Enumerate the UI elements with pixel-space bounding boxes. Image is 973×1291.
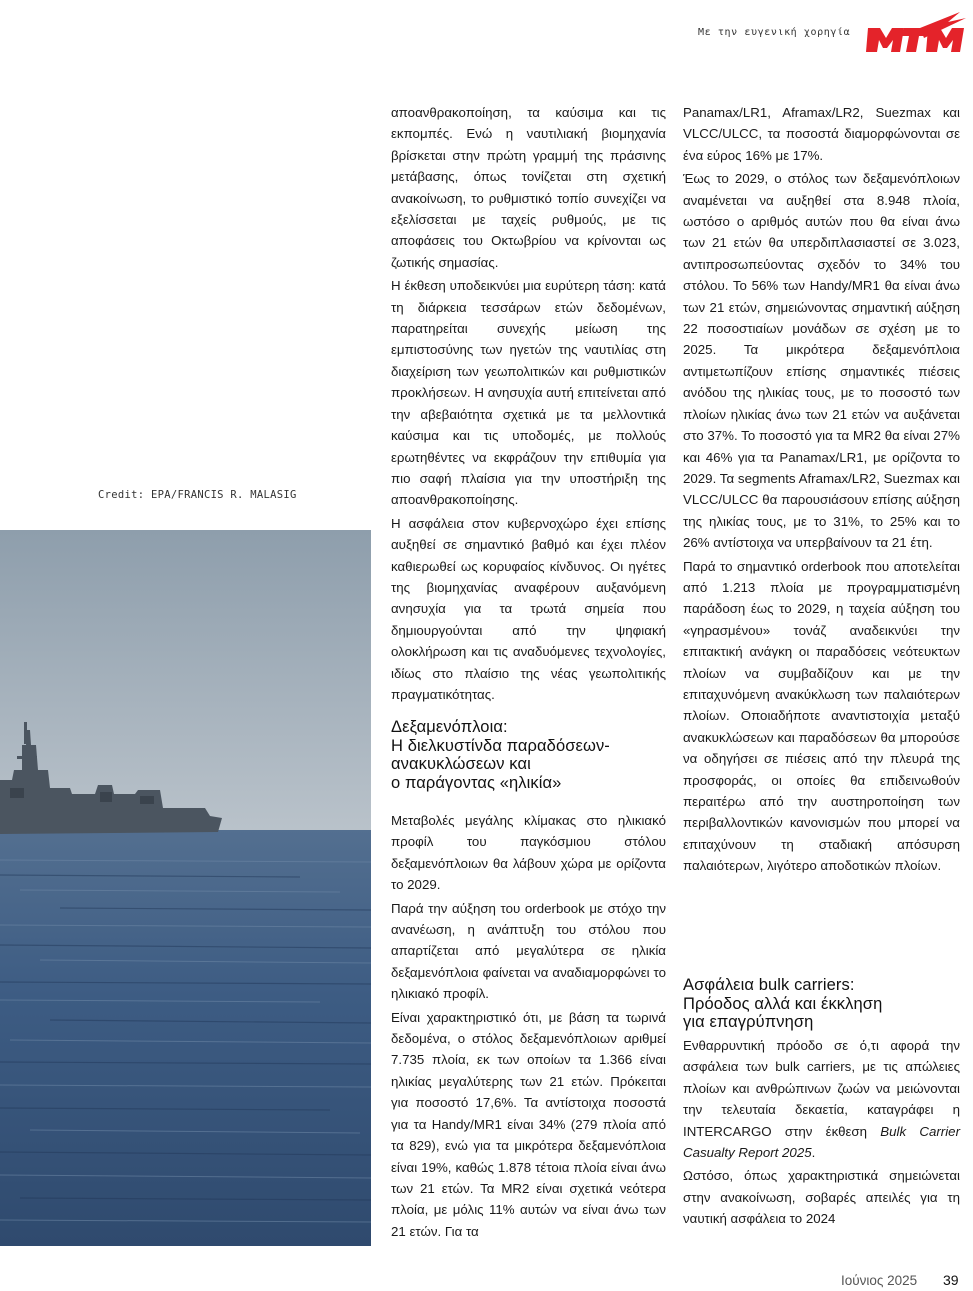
article-column-right-lower (683, 1035, 960, 1232)
sponsor-text: Με την ευγενική χορηγία (698, 27, 851, 38)
paragraph: αποανθρακοποίηση, τα καύσιμα και τις εκπομπές. Ενώ η ναυτιλιακή βιομηχανία βρίσκεται στην πρώτη γραμμή της πράσινης μετάβασης, όπως τονίζεται στη σχετική ανακοίνωση, το ρυθμιστικό τοπίο συνεχίζει να εξελίσσεται με ταχείς ρυθμούς, με τις αποφάσεις του Οκτωβρίου να κρίνονται ως ζωτικής σημασίας. (391, 105, 666, 270)
heading-line: ανακυκλώσεων και (391, 755, 531, 773)
paragraph: Είναι χαρακτηριστικό ότι, με βάση τα τωρινά δεδομένα, ο στόλος δεξαμενόπλοιων αριθμεί 7.735 πλοία, εκ των οποίων τα 1.366 είναι ηλικίας μεγαλύτερης των 21 ετών. Πρόκειται για ποσοστό 17,6%. Τα αντίστοιχα ποσοστά για τα Handy/MR1 είναι 34% (279 πλοία από τα 829), ενώ για τα μικρότερα δεξαμενόπλοια είναι 19%, καθώς 1.878 τέτοια πλοία είναι άνω των 21 ετών. Τα MR2 είναι σχετικά νεότερα πλοία, με μόλις 11% αυτών να είναι άνω των 21 ετών. Για τα (391, 1009, 666, 1239)
heading-line: ο παράγοντας «ηλικία» (391, 773, 562, 792)
article-column-middle-lower (391, 810, 666, 1244)
heading-line: για επαγρύπνηση (683, 1013, 814, 1031)
paragraph: Μεταβολές μεγάλης κλίμακας στο ηλικιακό προφίλ του παγκόσμιου στόλου δεξαμενόπλοιων θα λάβουν χώρα με ορίζοντα το 2029. (391, 813, 666, 893)
article-column-middle (391, 102, 666, 707)
photo-credit: Credit: EPA/FRANCIS R. MALASIG (98, 489, 297, 501)
paragraph: Η έκθεση υποδεικνύει μια ευρύτερη τάση: κατά τη διάρκεια τεσσάρων ετών δεδομένων, παρατηρείται συνεχής μείωση της εμπιστοσύνης των ηγετών της ναυτιλίας στη διαχείριση των γεωπολιτικών και ρυθμιστικών προκλήσεων. Η ανησυχία αυτή επιτείνεται από την αβεβαιότητα σχετικά με τα μελλοντικά καύσιμα και τις υποδομές, με πολλούς ερωτηθέντες να εκφράζουν την επιθυμία για πιο σαφή πλαίσια για την υποστήριξη της απoανθρακοποίησης. (391, 278, 666, 508)
paragraph: Ωστόσο, όπως χαρακτηριστικά σημειώνεται στην ανακοίνωση, σοβαρές απειλές για τη ναυτική ασφάλεια το 2024 (683, 1168, 960, 1227)
section-heading-bulk-carriers (683, 976, 960, 1032)
paragraph (683, 1035, 960, 1163)
paragraph: Panamax/LR1, Aframax/LR2, Suezmax και VLCC/ULCC, τα ποσοστά διαμορφώνονται σε ένα εύρος 16% με 17%. (683, 105, 960, 163)
text-run: Ενθαρρυντική πρόοδο σε ό,τι αφορά την ασφάλεια των bulk carriers, με τις απώλειες πλοίων και ανθρώπινων ζωών να μειώνονται την τελευταία δεκαετία, καταγράφει η INTERCARGO στην έκθεση (683, 1038, 960, 1139)
paragraph: Η ασφάλεια στον κυβερνοχώρο έχει επίσης αυξηθεί σε σημαντικό βαθμό και έχει πλέον καθιερωθεί ως κορυφαίος κίνδυνος. Οι ηγέτες της βιομηχανίας αναφέρουν αυξανόμενη ανησυχία για τα τρωτά σημεία που δημιουργούνται από την ψηφιακή ολοκλήρωση και τις αναδυόμενες τεχνολογίες, ιδίως στο πλαίσιο της νέας γεωπολιτικής πραγματικότητας. (391, 515, 666, 702)
page-number: 39 (943, 1272, 959, 1288)
mtm-logo-icon (862, 8, 966, 54)
report-title: Bulk Carrier Casualty Report 2025 (683, 1123, 960, 1161)
heading-line: Η διελκυστίνδα παραδόσεων- (391, 736, 610, 755)
naval-ship-photo (0, 530, 371, 1246)
paragraph: Παρά το σημαντικό orderbook που αποτελείται από 1.213 πλοία με προγραμματισμένη παράδοση έως το 2029, η ταχεία αύξηση του «γηρασμένου» τονάζ αναδεικνύει την επιτακτική ανάγκη οι παραδόσεις νεότευκτων πλοίων να συμβαδίζουν και με την επιταχυνόμενη ανακύκλωση των παλαιότερων πλοίων. Οποιαδήποτε αναντιστοιχία μεταξύ ανακυκλώσεων και παραδόσεων θα μπορούσε να οδηγήσει σε πιέσεις από την πλευρά της προσφοράς, οι οποίες θα επιδεινωθούν περαιτέρω από την αυστηροποίηση των περιβαλλοντικών κανονισμών που μπορεί να επιταχύνουν τη σταδιακή απόσυρση παλαιότερων, λιγότερο αποδοτικών πλοίων. (683, 558, 960, 874)
paragraph: Παρά την αύξηση του orderbook με στόχο την ανανέωση, η ανάπτυξη του στόλου που απαρτίζεται από μεγαλύτερα σε ηλικία δεξαμενόπλοια φαίνεται να αναδιαμορφώνει το ηλικιακό προφίλ. (391, 900, 666, 1002)
paragraph: Έως το 2029, ο στόλος των δεξαμενόπλοιων αναμένεται να αυξηθεί στα 8.948 πλοία, ωστόσο ο αριθμός αυτών που θα είναι άνω των 21 ετών θα υπερδιπλασιαστεί σε 3.023, αντιπροσωπεύοντας σχεδόν το 34% του στόλου. Το 56% των Handy/MR1 θα είναι άνω των 21 ετών, σημειώνοντας σημαντική αύξηση 22 ποσοστιαίων μονάδων σε σχέση με το 2025. Τα μικρότερα δεξαμενόπλοια αντιμετωπίζουν επίσης σημαντικές πιέσεις ανόδου της ηλικίας τους, με το ποσοστό των πλοίων ηλικίας άνω των 21 ετών να αυξάνεται στο 37%. Το ποσοστό για τα MR2 θα είναι 27% και 46% για τα Panamax/LR1, με ορίζοντα το 2029. Τα segments Aframax/LR2, Suezmax και VLCC/ULCC θα παρουσιάσουν επίσης αύξηση της ηλικίας τους, με το 31%, το 25% και το 26% αντίστοιχα να υπερβαίνουν τα 21 έτη. (683, 171, 960, 551)
heading-line: Δεξαμενόπλοια: (391, 718, 508, 736)
heading-line: Πρόοδος αλλά και έκκληση (683, 994, 883, 1013)
text-run: . (811, 1145, 816, 1161)
issue-date: Ιούνιος 2025 (841, 1273, 918, 1288)
article-column-right (683, 102, 960, 879)
section-heading-tankers (391, 718, 666, 792)
heading-line: Ασφάλεια bulk carriers: (683, 976, 855, 994)
